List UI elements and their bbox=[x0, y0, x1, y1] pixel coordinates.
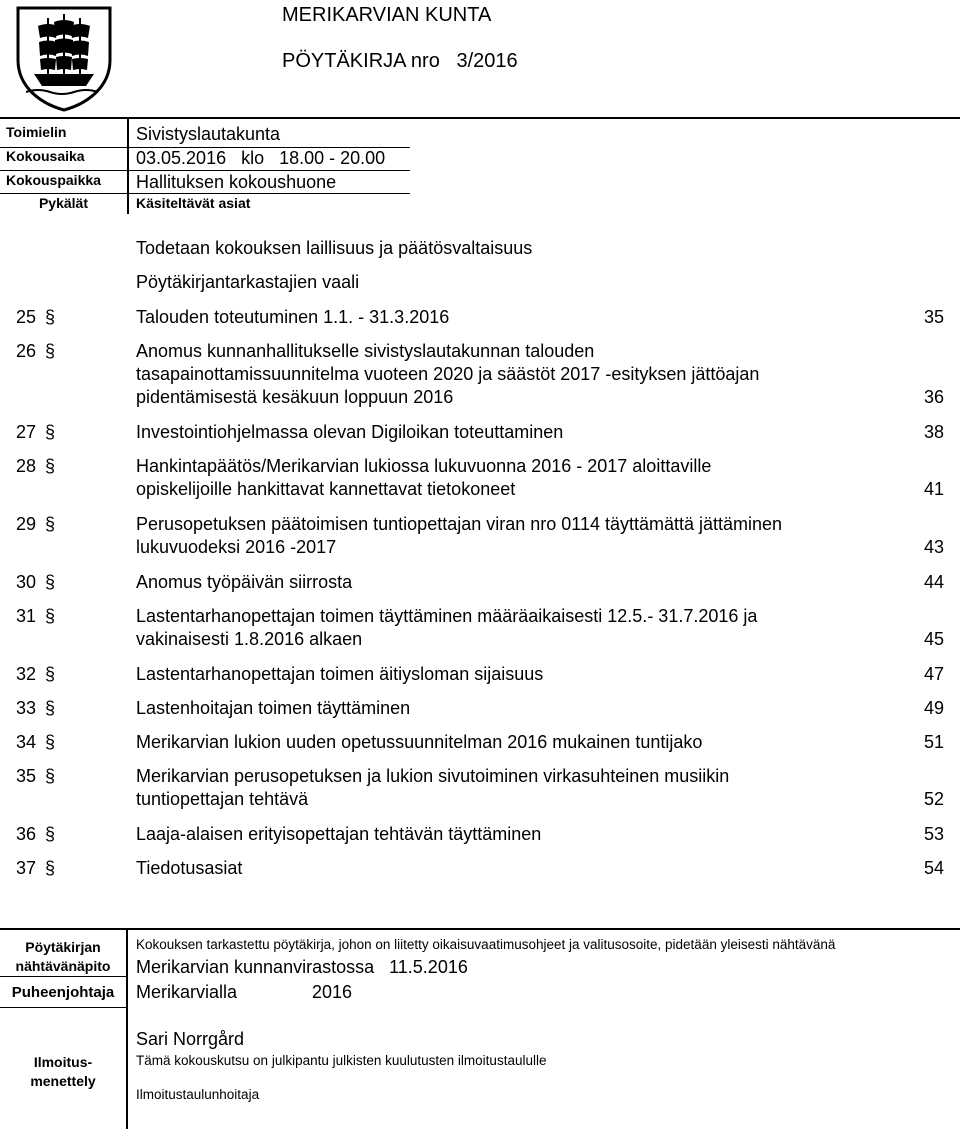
display-text: Kokouksen tarkastettu pöytäkirja, johon on liitetty oikaisuvaatimusohjeet ja valitusosoite, pidetään yleisesti nähtävänä bbox=[136, 937, 836, 952]
agenda-item-title bbox=[136, 421, 876, 444]
agenda-item-title-line: lukuvuodeksi 2016 -2017 bbox=[136, 537, 337, 557]
agenda-item-title-line: Hankintapäätös/Merikarvian lukiossa lukuvuonna 2016 - 2017 aloittaville bbox=[136, 456, 712, 476]
agenda-item-page: 47 bbox=[923, 664, 944, 684]
display-label-line: nähtävänäpito bbox=[15, 958, 111, 974]
notice-label-line: Ilmoitus- bbox=[33, 1054, 93, 1070]
display-label bbox=[0, 938, 126, 976]
agenda-item bbox=[0, 306, 960, 329]
agenda-item-title bbox=[136, 823, 876, 846]
intro-item: Todetaan kokouksen laillisuus ja päätösvaltaisuus bbox=[136, 238, 533, 258]
meta-value-kokouspaikka: Hallituksen kokoushuone bbox=[136, 172, 337, 192]
agenda-item-title bbox=[136, 765, 876, 811]
agenda-item-number: 27 bbox=[16, 422, 37, 442]
agenda-item-number: 34 bbox=[16, 732, 37, 752]
agenda-item bbox=[0, 823, 960, 846]
agenda-item-number: 25 bbox=[16, 307, 37, 327]
agenda-item-title bbox=[136, 455, 876, 501]
meta-row-line bbox=[0, 170, 410, 171]
agenda-item-title bbox=[136, 731, 876, 754]
agenda-item-title bbox=[136, 306, 876, 329]
agenda-item-title-line: Lastentarhanopettajan toimen äitiysloman sijaisuus bbox=[136, 664, 544, 684]
agenda-item-number: 35 bbox=[16, 766, 37, 786]
meta-row-line bbox=[0, 193, 410, 194]
meta-divider bbox=[127, 117, 129, 214]
notice-text: Tämä kokouskutsu on julkipantu julkisten kuulutusten ilmoitustaululle bbox=[136, 1053, 547, 1068]
agenda-item-page: 35 bbox=[923, 307, 944, 327]
agenda-item-title-line: opiskelijoille hankittavat kannettavat tietokoneet bbox=[136, 479, 516, 499]
agenda-item-page: 53 bbox=[923, 824, 944, 844]
agenda-item-title-line: tasapainottamissuunnitelma vuoteen 2020 ja säästöt 2017 -esityksen jättöajan bbox=[136, 364, 760, 384]
agenda-item-title-line: vakinaisesti 1.8.2016 alkaen bbox=[136, 629, 363, 649]
agenda-item-page: 43 bbox=[923, 537, 944, 557]
agenda-item-title-line: Perusopetuksen päätoimisen tuntiopettajan viran nro 0114 täyttämättä jättäminen bbox=[136, 514, 783, 534]
agenda-item bbox=[0, 663, 960, 686]
agenda-item-page: 36 bbox=[923, 387, 944, 407]
section-sign: § bbox=[45, 664, 56, 684]
agenda-item bbox=[0, 455, 960, 501]
section-sign: § bbox=[45, 456, 56, 476]
chair-label: Puheenjohtaja bbox=[11, 984, 115, 1001]
footer-row-line bbox=[0, 1007, 126, 1008]
chair-year: 2016 bbox=[312, 982, 353, 1002]
section-sign: § bbox=[45, 572, 56, 592]
agenda-item-title-line: Laaja-alaisen erityisopettajan tehtävän täyttäminen bbox=[136, 824, 542, 844]
display-place: Merikarvian kunnanvirastossa 11.5.2016 bbox=[136, 957, 468, 977]
agenda-item-title-line: Anomus työpäivän siirrosta bbox=[136, 572, 353, 592]
document-title: PÖYTÄKIRJA nro 3/2016 bbox=[282, 50, 518, 72]
agenda-item bbox=[0, 731, 960, 754]
agenda-item-page: 51 bbox=[923, 732, 944, 752]
agenda-item-number: 31 bbox=[16, 606, 37, 626]
meta-value-toimielin: Sivistyslautakunta bbox=[136, 124, 281, 144]
agenda-item-page: 45 bbox=[923, 629, 944, 649]
section-sign: § bbox=[45, 606, 56, 626]
notice-signer: Ilmoitustaulunhoitaja bbox=[136, 1087, 260, 1102]
agenda-item-number: 37 bbox=[16, 858, 37, 878]
display-label-line: Pöytäkirjan bbox=[25, 939, 101, 955]
agenda-item-title-line: tuntiopettajan tehtävä bbox=[136, 789, 309, 809]
meta-value-kokousaika: 03.05.2016 klo 18.00 - 20.00 bbox=[136, 148, 386, 168]
agenda-item bbox=[0, 421, 960, 444]
chair-name: Sari Norrgård bbox=[136, 1029, 245, 1049]
footer-divider bbox=[126, 928, 128, 1129]
meta-label-kokouspaikka: Kokouspaikka bbox=[6, 172, 101, 188]
agenda-item-page: 38 bbox=[923, 422, 944, 442]
agenda-item-number: 30 bbox=[16, 572, 37, 592]
agenda-item bbox=[0, 857, 960, 880]
chair-place: Merikarvialla bbox=[136, 982, 238, 1002]
agenda-item-number: 36 bbox=[16, 824, 37, 844]
agenda-item-title-line: Talouden toteutuminen 1.1. - 31.3.2016 bbox=[136, 307, 450, 327]
agenda-item bbox=[0, 513, 960, 559]
agenda-item-number: 29 bbox=[16, 514, 37, 534]
section-sign: § bbox=[45, 341, 56, 361]
agenda-item bbox=[0, 340, 960, 409]
agenda-item-title bbox=[136, 605, 876, 651]
agenda-item-title bbox=[136, 697, 876, 720]
agenda-item-title-line: Lastenhoitajan toimen täyttäminen bbox=[136, 698, 411, 718]
agenda-item bbox=[0, 697, 960, 720]
section-sign: § bbox=[45, 858, 56, 878]
agenda-item-page: 54 bbox=[923, 858, 944, 878]
top-rule bbox=[0, 117, 960, 119]
agenda-item bbox=[0, 571, 960, 594]
agenda-item-number: 32 bbox=[16, 664, 37, 684]
footer-top-rule bbox=[0, 928, 960, 930]
agenda-item-title-line: Merikarvian lukion uuden opetussuunnitelman 2016 mukainen tuntijako bbox=[136, 732, 703, 752]
agenda-item-title-line: Investointiohjelmassa olevan Digiloikan toteuttaminen bbox=[136, 422, 564, 442]
agenda-item-title-line: pidentämisestä kesäkuun loppuun 2016 bbox=[136, 387, 454, 407]
meta-label-pykalat: Pykälät bbox=[38, 195, 89, 211]
coat-of-arms-icon bbox=[8, 4, 120, 112]
notice-label bbox=[0, 1053, 126, 1091]
agenda-item-title bbox=[136, 571, 876, 594]
section-sign: § bbox=[45, 514, 56, 534]
section-sign: § bbox=[45, 307, 56, 327]
section-sign: § bbox=[45, 732, 56, 752]
agenda-item-page: 52 bbox=[923, 789, 944, 809]
meta-value-pykalat: Käsiteltävät asiat bbox=[136, 195, 251, 211]
agenda-item-title-line: Lastentarhanopettajan toimen täyttäminen määräaikaisesti 12.5.- 31.7.2016 ja bbox=[136, 606, 758, 626]
section-sign: § bbox=[45, 766, 56, 786]
agenda-item-number: 33 bbox=[16, 698, 37, 718]
agenda-item-title bbox=[136, 663, 876, 686]
agenda-item bbox=[0, 765, 960, 811]
intro-item: Pöytäkirjantarkastajien vaali bbox=[136, 272, 360, 292]
agenda-item-title-line: Anomus kunnanhallitukselle sivistyslautakunnan talouden bbox=[136, 341, 595, 361]
meta-label-kokousaika: Kokousaika bbox=[6, 148, 85, 164]
section-sign: § bbox=[45, 422, 56, 442]
organization-name: MERIKARVIAN KUNTA bbox=[282, 4, 492, 26]
agenda-item-title bbox=[136, 513, 876, 559]
agenda-item-page: 44 bbox=[923, 572, 944, 592]
footer-row-line bbox=[0, 976, 126, 977]
section-sign: § bbox=[45, 698, 56, 718]
agenda-item-title bbox=[136, 340, 876, 409]
agenda-item bbox=[0, 605, 960, 651]
agenda-item-number: 26 bbox=[16, 341, 37, 361]
agenda-item-page: 41 bbox=[923, 479, 944, 499]
agenda-item-number: 28 bbox=[16, 456, 37, 476]
agenda-item-title bbox=[136, 857, 876, 880]
section-sign: § bbox=[45, 824, 56, 844]
meta-label-toimielin: Toimielin bbox=[6, 124, 67, 140]
agenda-item-title-line: Merikarvian perusopetuksen ja lukion sivutoiminen virkasuhteinen musiikin bbox=[136, 766, 730, 786]
notice-label-line: menettely bbox=[30, 1073, 96, 1089]
agenda-item-page: 49 bbox=[923, 698, 944, 718]
agenda-item-title-line: Tiedotusasiat bbox=[136, 858, 243, 878]
